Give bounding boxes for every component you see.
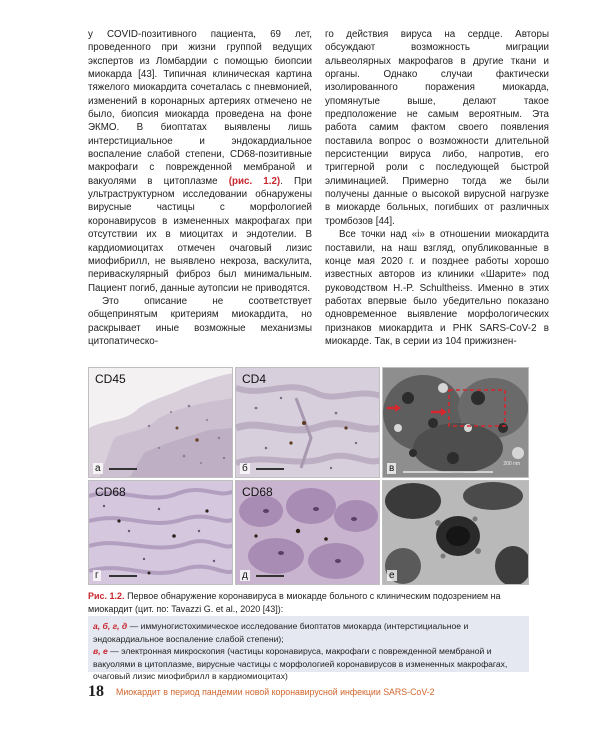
legend-letters: в, е [93,646,108,657]
figure-1-2 [88,367,529,585]
figure-caption [88,590,529,615]
panel-b [235,367,380,478]
panel-letter: е [389,570,395,581]
electron-micrograph-detail-image [383,481,529,585]
text-column-left [88,28,312,348]
panel-stain-label: CD45 [95,372,126,386]
panel-letter: в [389,463,395,474]
paragraph-text: у COVID-позитивного пациента, 69 лет, проведенного при жизни группой ведущих экспертов из Ломбардии с помощью биопсии миокарда [43]. Типичная клиническая картина тяжелого миокардита сочеталась с пневмонией, изменений в коронарных артериях отмечено не было, биопсия миокарда проведена на фоне ЭКМО. В биоптатах выявлены лишь интерстициальное и эндокардиальное воспаление слабой степени, CD68-позитивные макрофаги с поврежденной мембраной и вакуолями в цитоплазме [88,29,312,187]
panel-e [382,480,529,585]
paragraph-text: . При ультраструктурном исследовании обнаружены вирусные частицы с морфологией коронавирусов в измененных макрофагах при отсутствии их в миоцитах и эндотелии. В кардиомиоцитах отмечен очаговый лизис миофибрилл, не выявлено некроза, васкулита, периваскулярный фиброз был минимальным. Пациент погиб, данные аутопсии не приводятся. [88,175,312,294]
page-number: 18 [88,683,104,700]
panel-a [88,367,233,478]
caption-text: Первое обнаружение коронавируса в миокарде больного с клиническим подозрением на миокардит (цит. по: Tavazzi G. et al., 2020 [43]): [88,591,501,614]
panel-d [235,480,380,585]
panel-letter: д [242,570,248,581]
panel-stain-label: CD4 [242,372,267,386]
legend-letters: а, б, г, д [93,621,128,631]
paragraph [88,28,312,295]
panel-v [382,367,529,478]
scale-bar [109,468,137,470]
scale-bar [109,575,137,577]
scale-bar [256,575,284,577]
legend-line [93,645,524,683]
panel-letter: а [95,463,101,474]
panel-g [88,480,233,585]
figure-legend [88,616,529,682]
paragraph: Это описание не соответствует общепринятым критериям миокардита, но раскрывает иные возможные механизмы цитопатическо- [88,295,312,347]
figure-reference[interactable]: (рис. 1.2) [228,175,281,187]
panel-letter: б [242,463,248,474]
running-title: Миокардит в период пандемии новой коронавирусной инфекции SARS-CoV-2 [116,687,435,697]
legend-line [93,620,524,645]
legend-text: — иммуногистохимическое исследование биоптатов миокарда (интерстициальное и эндокардиальное воспаление слабой степени); [93,621,469,644]
caption-label: Рис. 1.2. [88,591,125,601]
paragraph: го действия вируса на сердце. Авторы обсуждают возможность миграции альвеолярных макрофагов в другие ткани и органы. Однако случаи фактически изолированного поражения миокарда, упомянутые выше, делают такое предположение не самым вероятным. Эта работа самим фактом своего появления поставила вопрос о возможности длительной персистенции вируса либо, напротив, его триггерной роли с последующей быстрой элиминацией. Примерно тогда же были получены данные о высокой вирусной нагрузке в миокарде больных, погибших от различных тромбозов [44]. [325,29,549,227]
paragraph: Все точки над «i» в отношении миокардита поставили, на наш взгляд, опубликованные в конце мая 2020 г. и позднее работы хорошо известных авторов из клиники «Шарите» под руководством H.-P. Schultheiss. Именно в этих работах впервые было убедительно показано одновременное выявление морфологических признаков миокардита и РНК SARS-CoV-2 в миокарде. Так, в серии из 104 прижизнен- [325,229,549,347]
panel-letter: г [95,570,99,581]
panel-stain-label: CD68 [95,485,126,499]
scale-label: 200 nm [503,461,520,467]
text-column-right [325,28,549,348]
panel-stain-label: CD68 [242,485,273,499]
page-footer [88,683,529,701]
legend-text: — электронная микроскопия (частицы коронавируса, макрофаги с поврежденной мембраной и вакуолями в цитоплазме, вирусные частицы с морфологией коронавирусов в измененных макрофагах, очаговый лизис миофибрилл в кардиомиоцитах) [93,646,508,682]
scale-bar [256,468,284,470]
